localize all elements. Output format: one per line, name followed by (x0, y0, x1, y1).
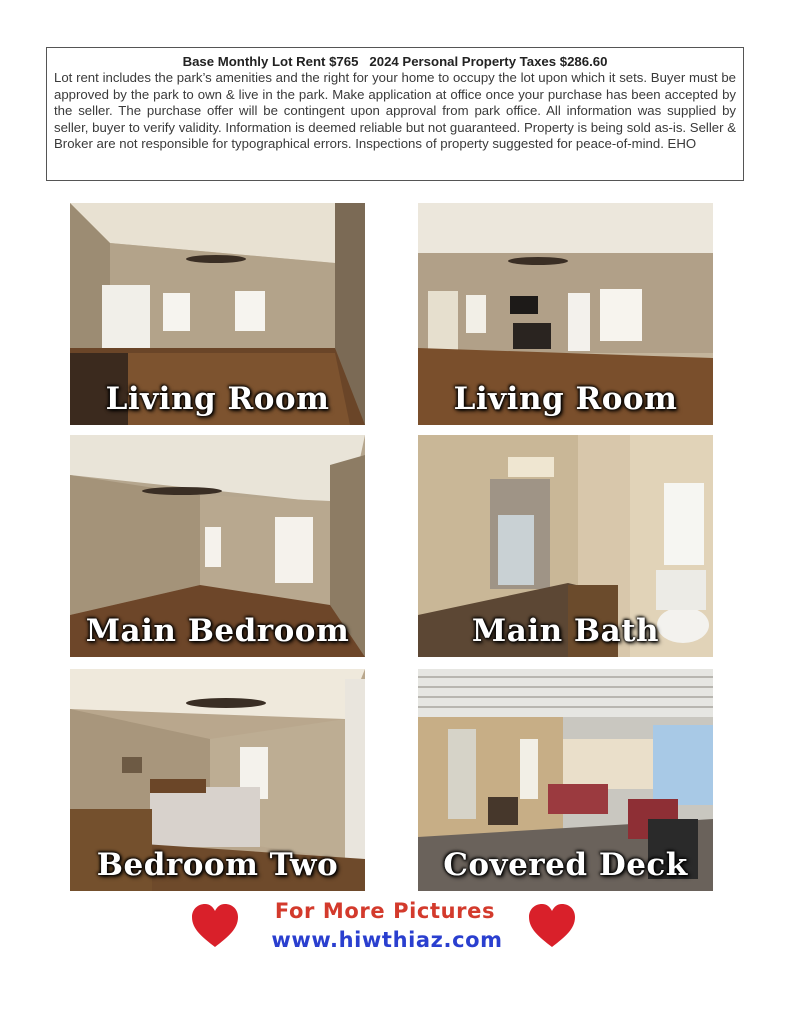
photo-bedroom-two (70, 669, 365, 891)
disclaimer-text: Lot rent includes the park’s amenities and the right for your home to occupy the lot upon which it sets. Buyer must be approved by the park to own & live in the park. Make application at office once your purchase has been accepted by the seller. The purchase offer will be contingent upon approval from park office. All information was supplied by seller, buyer to verify validity. Information is deemed reliable but not guaranteed. Property is being sold as-is. Seller & Broker are not responsible for typographical errors. Inspections of property suggested for peace-of-mind. EHO (54, 70, 736, 151)
disclaimer-box (46, 47, 744, 181)
photo-caption: Main Bedroom (85, 613, 350, 649)
photo-living-room-1 (70, 203, 365, 425)
more-pictures-text: For More Pictures (274, 899, 496, 923)
photo-caption: Main Bath (471, 613, 660, 649)
photo-living-room-2 (418, 203, 713, 425)
heart-icon (190, 903, 240, 949)
heart-icon (527, 903, 577, 949)
photo-caption: Covered Deck (443, 847, 688, 883)
photo-main-bedroom (70, 435, 365, 657)
photo-main-bath (418, 435, 713, 657)
photo-covered-deck (418, 669, 713, 891)
lot-rent-title: Base Monthly Lot Rent $765 2024 Personal Property Taxes $286.60 (182, 54, 608, 69)
photo-caption: Living Room (453, 381, 678, 417)
photo-caption: Living Room (105, 381, 330, 417)
website-link[interactable]: www.hiwthiaz.com (271, 928, 503, 952)
photo-caption: Bedroom Two (96, 847, 339, 883)
